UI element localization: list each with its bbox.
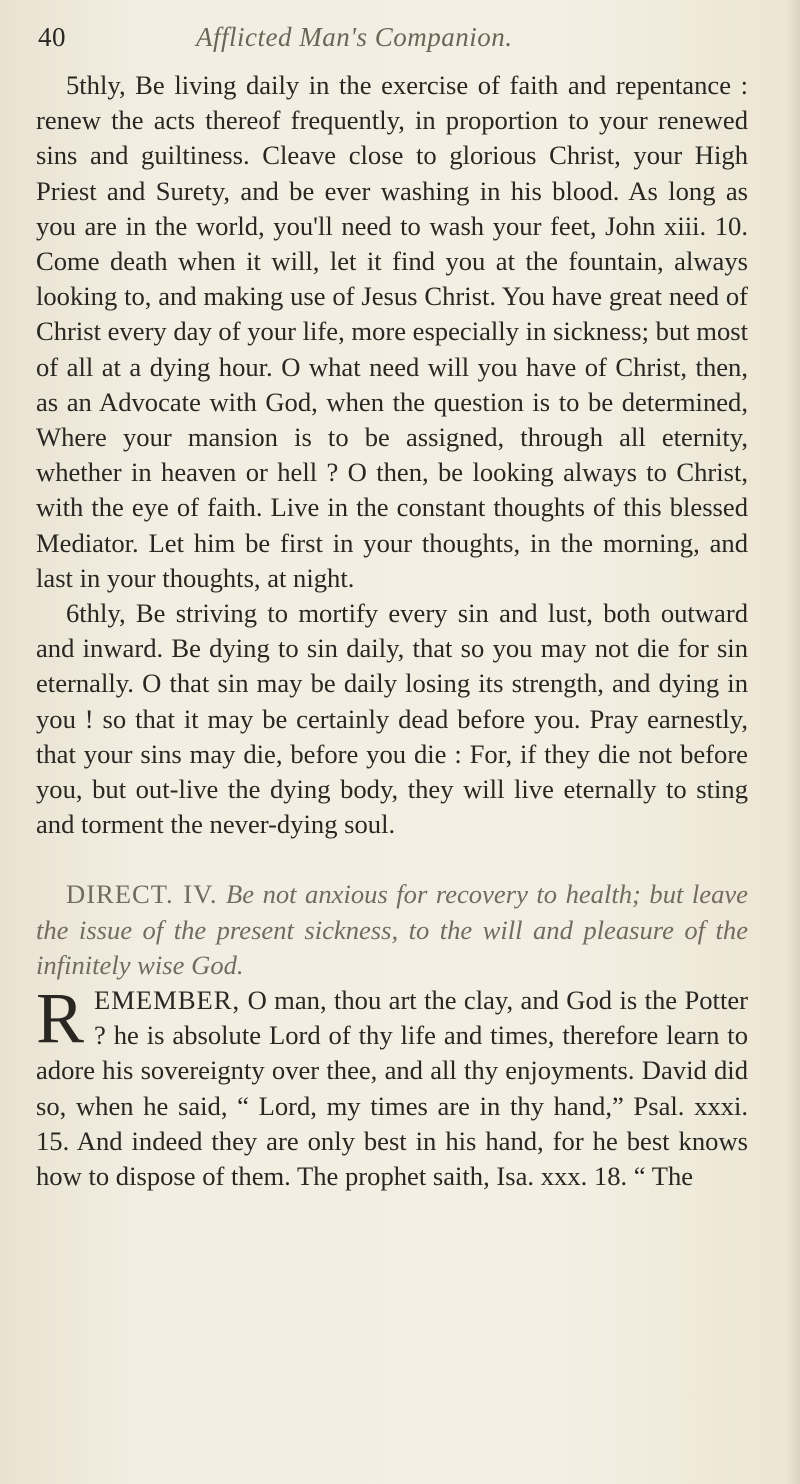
direction-label: DIRECT. IV. [66, 879, 218, 910]
paragraph-sixthly: 6thly, Be striving to mortify every sin and lust, both outward and inward. Be dying to sin daily, that so you may not die for sin eternally. O that sin may be daily losing its strength, and dying in you ! so that it may be certainly dead before you. Pray earnestly, that your sins may die, before you die : For, if they die not before you, but out-live the dying body, they will live eternally to sting and torment the never-dying soul. [36, 598, 748, 840]
paragraph-fifthly: 5thly, Be living daily in the exercise of faith and repentance : renew the acts thereof frequently, in proportion to your renewed sins and guiltiness. Cleave close to glorious Christ, your High Priest and Surety, and be ever washing in his blood. As long as you are in the world, you'll need to wash your feet, John xiii. 10. Come death when it will, let it find you at the fountain, always looking to, and making use of Jesus Christ. You have great need of Christ every day of your life, more especially in sickness; but most of all at a dying hour. O what need will you have of Christ, then, as an Advocate with God, when the question is to be determined, Where your mansion is to be assigned, through all eternity, whether in heaven or hell ? O then, be looking always to Christ, with the eye of faith. Live in the constant thoughts of this blessed Mediator. Let him be first in your thoughts, in the morning, and last in your thoughts, at night. [36, 70, 748, 593]
page-header [38, 22, 740, 72]
remember-caps: EMEMBER, [94, 985, 241, 1016]
running-title: Afflicted Man's Companion. [196, 22, 513, 52]
drop-cap: R [36, 978, 85, 1059]
paragraph-remember [36, 978, 748, 1194]
remember-text: O man, thou art the clay, and God is the Potter ? he is absolute Lord of thy life and times, therefore learn to adore his sovereignty over thee, and all thy enjoyments. David did so, when he said, “ Lord, my times are in thy hand,” Psal. xxxi. 15. And indeed they are only best in his hand, for he best knows how to dispose of them. The prophet saith, Isa. xxx. 18. “ The [36, 985, 748, 1192]
page-body [36, 68, 748, 1194]
direction-text: Be not anxious for recovery to health; but leave the issue of the present sickness, to the will and pleasure of the infinitely wise God. [36, 879, 748, 980]
page-edge-shadow [786, 0, 800, 1484]
page-number: 40 [38, 22, 66, 52]
direction-heading [36, 877, 748, 983]
